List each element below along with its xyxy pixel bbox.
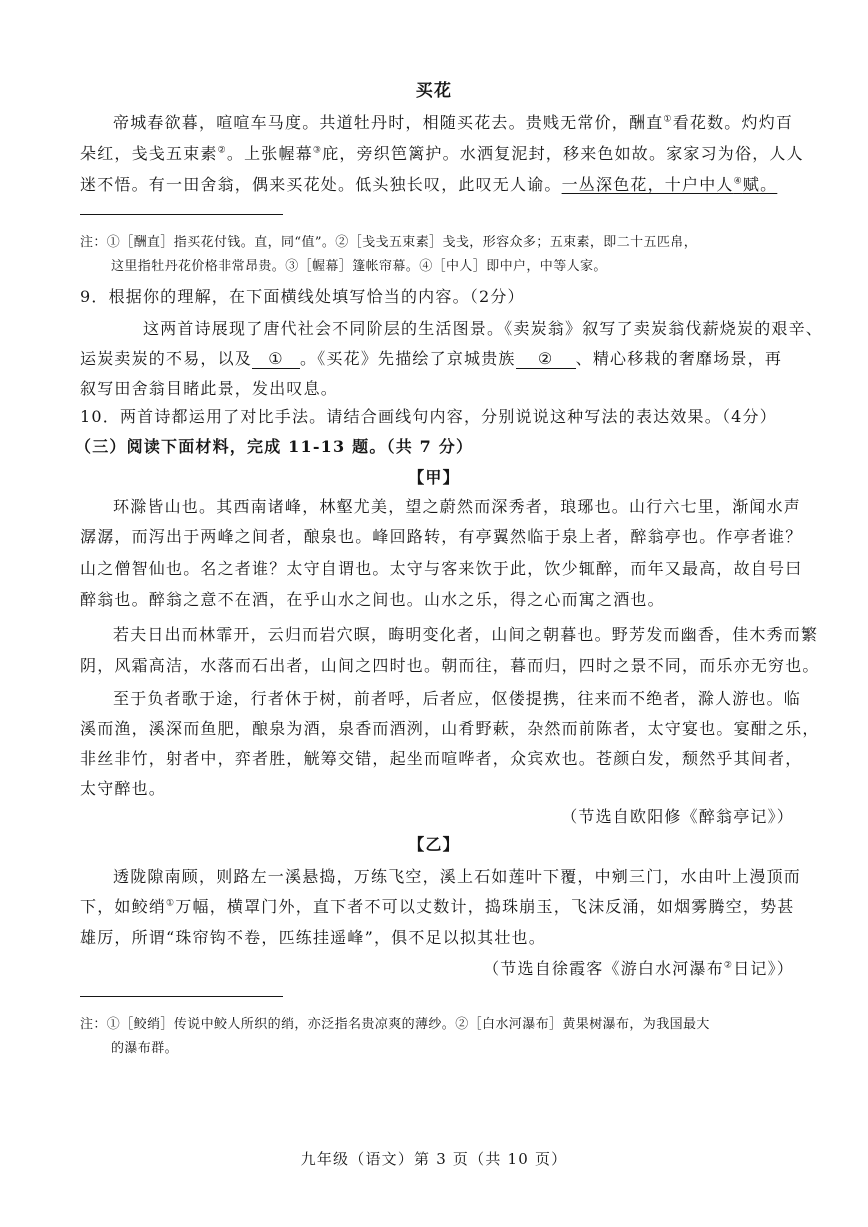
jia-line-2: 潺潺，而泻出于两峰之间者，酿泉也。峰回路转，有亭翼然临于泉上者，醉翁亭也。作亭者谁？	[80, 527, 803, 546]
yi-line-2: 下，如鲛绡①万幅，横罩门外，直下者不可以丈数计，捣珠崩玉，飞沫反涌，如烟雾腾空，势甚	[80, 897, 795, 916]
poem-line-2: 朵红，戋戋五束素②。上张幄幕③庇，旁织笆篱护。水洒复泥封，移来色如故。家家习为俗，人人	[80, 144, 804, 163]
yi-source: （节选自徐霞客《游白水河瀑布②日记》）	[483, 959, 794, 978]
answer-blank-2[interactable]: ②	[516, 350, 576, 369]
q9-body-2: 运炭卖炭的不易，以及 ① 。《买花》先描绘了京城贵族 ② 、精心移栽的奢靡场景，再	[80, 349, 783, 368]
jia-line-4: 醉翁也。醉翁之意不在酒，在乎山水之间也。山水之乐，得之心而寓之酒也。	[80, 590, 665, 609]
q9-stem: 9．根据你的理解，在下面横线处填写恰当的内容。（2分）	[80, 287, 525, 306]
jia-source: （节选自欧阳修《醉翁亭记》）	[561, 807, 794, 826]
q9-body-3: 叙写田舍翁目睹此景，发出叹息。	[80, 379, 339, 398]
jia-line-10: 太守醉也。	[80, 779, 167, 798]
section-3-heading: （三）阅读下面材料，完成 11-13 题。（共 7 分）	[75, 437, 474, 456]
jia-line-5: 若夫日出而林霏开，云归而岩穴暝，晦明变化者，山间之朝暮也。野芳发而幽香，佳木秀而繁	[113, 625, 819, 644]
underlined-sentence: 一丛深色花，十户中人④赋。	[561, 175, 778, 194]
jia-line-7: 至于负者歌于途，行者休于树，前者呼，后者应，伛偻提携，往来而不绝者，滁人游也。临	[113, 689, 802, 708]
passage-yi-title: 【乙】	[408, 835, 460, 854]
footnote-divider-2	[80, 996, 283, 997]
poem-note-2: 这里指牡丹花价格非常昂贵。③［幄幕］篷帐帘幕。④［中人］即中户，中等人家。	[111, 259, 607, 274]
yi-note-2: 的瀑布群。	[111, 1041, 179, 1056]
poem-note-1: 注：①［酬直］指买花付钱。直，同“值”。②［戋戋五束素］戋戋，形容众多；五束素，即二十五匹帛，	[80, 235, 698, 250]
poem-line-1: 帝城春欲暮，喧喧车马度。共道牡丹时，相随买花去。贵贱无常价，酬直①看花数。灼灼百	[113, 113, 794, 132]
passage-jia-title: 【甲】	[408, 468, 460, 487]
footnote-divider	[80, 214, 283, 215]
jia-line-8: 溪而渔，溪深而鱼肥，酿泉为酒，泉香而酒洌，山肴野蔌，杂然而前陈者，太守宴也。宴酣之乐，	[80, 719, 820, 738]
yi-line-3: 雄厉，所谓“珠帘钩不卷，匹练挂遥峰”，俱不足以拟其壮也。	[80, 928, 546, 947]
jia-line-1: 环滁皆山也。其西南诸峰，林壑尤美，望之蔚然而深秀者，琅琊也。山行六七里，渐闻水声	[113, 497, 802, 516]
poem-title: 买花	[415, 81, 453, 101]
q10-stem: 10．两首诗都运用了对比手法。请结合画线句内容，分别说说这种写法的表达效果。（4分）	[80, 407, 777, 426]
jia-line-9: 非丝非竹，射者中，弈者胜，觥筹交错，起坐而喧哗者，众宾欢也。苍颜白发，颓然乎其间者，	[80, 749, 803, 768]
answer-blank-1[interactable]: ①	[252, 350, 300, 369]
yi-line-1: 透陇隙南顾，则路左一溪悬捣，万练飞空，溪上石如莲叶下覆，中剜三门，水由叶上漫顶而	[113, 867, 802, 886]
q9-body-1: 这两首诗展现了唐代社会不同阶层的生活图景。《卖炭翁》叙写了卖炭翁伐薪烧炭的艰辛、	[143, 319, 824, 338]
jia-line-6: 阴，风霜高洁，水落而石出者，山间之四时也。朝而往，暮而归，四时之景不同，而乐亦无穷也。	[80, 656, 820, 675]
page-footer: 九年级（语文）第 3 页（共 10 页）	[300, 1150, 568, 1168]
yi-note-1: 注：①［鲛绡］传说中鲛人所织的绡，亦泛指名贵凉爽的薄纱。②［白水河瀑布］黄果树瀑布，为我国最大	[80, 1017, 710, 1032]
poem-line-3: 迷不悟。有一田舍翁，偶来买花处。低头独长叹，此叹无人谕。一丛深色花，十户中人④赋。	[80, 175, 778, 194]
jia-line-3: 山之僧智仙也。名之者谁？太守自谓也。太守与客来饮于此，饮少辄醉，而年又最高，故自号曰	[80, 559, 803, 578]
